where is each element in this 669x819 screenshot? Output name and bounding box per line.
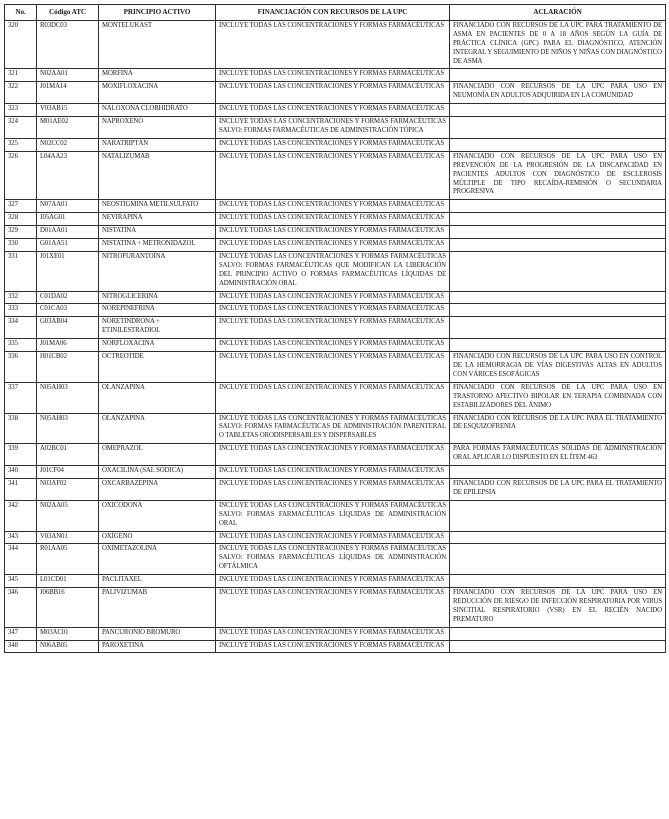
cell-aclaracion: FINANCIADO CON RECURSOS DE LA UPC PARA USO EN TRASTORNO AFECTIVO BIPOLAR EN TERAPIA COMBINADA CON ESTABILIZADORES DEL ÁNIMO (450, 382, 666, 413)
cell-financiacion: INCLUYE TODAS LAS CONCENTRACIONES Y FORMAS FARMACÉUTICAS (216, 382, 450, 413)
column-header-principio-activo: PRINCIPIO ACTIVO (99, 5, 216, 21)
cell-row-number: 338 (5, 413, 37, 444)
header-row (5, 5, 666, 21)
cell-aclaracion (450, 500, 666, 531)
cell-principio-activo: MORFINA (99, 69, 216, 82)
cell-aclaracion (450, 544, 666, 575)
table-row (5, 466, 666, 479)
cell-financiacion: INCLUYE TODAS LAS CONCENTRACIONES Y FORMAS FARMACÉUTICAS (216, 466, 450, 479)
cell-financiacion: INCLUYE TODAS LAS CONCENTRACIONES Y FORMAS FARMACÉUTICAS (216, 291, 450, 304)
cell-principio-activo: NALOXONA CLORHIDRATO (99, 104, 216, 117)
cell-row-number: 348 (5, 640, 37, 653)
cell-aclaracion (450, 117, 666, 139)
cell-row-number: 326 (5, 151, 37, 200)
cell-aclaracion (450, 213, 666, 226)
cell-atc-code: V03AN01 (37, 531, 99, 544)
cell-aclaracion: FINANCIADO CON RECURSOS DE LA UPC PARA TRATAMIENTO DE ASMA EN PACIENTES DE 0 A 18 AÑOS SEGÚN LA GUÍA DE PRÁCTICA CLÍNICA (GPC) PARA EL DIAGNÓSTICO, ATENCIÓN INTEGRAL Y SEGUIMIENTO DE NIÑOS Y NIÑAS CON DIAGNÓSTICO DE ASMA (450, 20, 666, 69)
cell-atc-code: R01AA05 (37, 544, 99, 575)
cell-principio-activo: OXICODONA (99, 500, 216, 531)
cell-principio-activo: OXACILINA (SAL SÓDICA) (99, 466, 216, 479)
cell-principio-activo: MOXIFLOXACINA (99, 82, 216, 104)
cell-financiacion: INCLUYE TODAS LAS CONCENTRACIONES Y FORMAS FARMACÉUTICAS (216, 304, 450, 317)
table-row (5, 20, 666, 69)
cell-atc-code: V03AB15 (37, 104, 99, 117)
cell-aclaracion (450, 575, 666, 588)
cell-financiacion: INCLUYE TODAS LAS CONCENTRACIONES Y FORMAS FARMACÉUTICAS (216, 478, 450, 500)
cell-row-number: 322 (5, 82, 37, 104)
cell-row-number: 347 (5, 627, 37, 640)
cell-principio-activo: OMEPRAZOL (99, 444, 216, 466)
cell-aclaracion (450, 640, 666, 653)
table-row (5, 588, 666, 628)
table-body (5, 20, 666, 653)
table-row (5, 339, 666, 352)
table-row (5, 317, 666, 339)
cell-aclaracion (450, 317, 666, 339)
cell-financiacion: INCLUYE TODAS LAS CONCENTRACIONES Y FORMAS FARMACÉUTICAS SALVO: FORMAS FARMACÉUTICAS LÍQUIDAS DE ADMINISTRACIÓN OFTÁLMICA (216, 544, 450, 575)
column-header-codigo-atc: Código ATC (37, 5, 99, 21)
table-row (5, 627, 666, 640)
cell-atc-code: R03DC03 (37, 20, 99, 69)
cell-principio-activo: NARATRIPTÁN (99, 138, 216, 151)
cell-financiacion: INCLUYE TODAS LAS CONCENTRACIONES Y FORMAS FARMACÉUTICAS (216, 138, 450, 151)
cell-atc-code: N02CC02 (37, 138, 99, 151)
cell-row-number: 330 (5, 239, 37, 252)
cell-atc-code: J01CF04 (37, 466, 99, 479)
cell-atc-code: N05AH03 (37, 382, 99, 413)
cell-aclaracion (450, 466, 666, 479)
cell-financiacion: INCLUYE TODAS LAS CONCENTRACIONES Y FORMAS FARMACÉUTICAS (216, 226, 450, 239)
table-row (5, 200, 666, 213)
cell-row-number: 332 (5, 291, 37, 304)
cell-financiacion: INCLUYE TODAS LAS CONCENTRACIONES Y FORMAS FARMACÉUTICAS (216, 82, 450, 104)
cell-financiacion: INCLUYE TODAS LAS CONCENTRACIONES Y FORMAS FARMACÉUTICAS SALVO: FORMAS FARMACÉUTICAS DE ADMINISTRACIÓN TÓPICA (216, 117, 450, 139)
cell-financiacion: INCLUYE TODAS LAS CONCENTRACIONES Y FORMAS FARMACÉUTICAS (216, 640, 450, 653)
cell-atc-code: G03AB04 (37, 317, 99, 339)
cell-row-number: 335 (5, 339, 37, 352)
cell-principio-activo: PANCURONIO BROMURO (99, 627, 216, 640)
cell-row-number: 339 (5, 444, 37, 466)
cell-aclaracion (450, 531, 666, 544)
cell-principio-activo: NOREPINEFRINA (99, 304, 216, 317)
cell-aclaracion: FINANCIADO CON RECURSOS DE LA UPC PARA USO EN CONTROL DE LA HEMORRAGIA DE VÍAS DIGESTIVAS ALTAS EN ADULTOS CON VÁRICES ESOFÁGICAS (450, 352, 666, 383)
cell-principio-activo: NORETINDRONA + ETINILESTRADIOL (99, 317, 216, 339)
cell-financiacion: INCLUYE TODAS LAS CONCENTRACIONES Y FORMAS FARMACÉUTICAS (216, 239, 450, 252)
cell-principio-activo: NISTATINA (99, 226, 216, 239)
cell-row-number: 346 (5, 588, 37, 628)
cell-financiacion: INCLUYE TODAS LAS CONCENTRACIONES Y FORMAS FARMACÉUTICAS (216, 339, 450, 352)
cell-principio-activo: OXIMETAZOLINA (99, 544, 216, 575)
cell-row-number: 328 (5, 213, 37, 226)
cell-principio-activo: PALIVIZUMAB (99, 588, 216, 628)
table-row (5, 291, 666, 304)
cell-row-number: 329 (5, 226, 37, 239)
cell-atc-code: A02BC01 (37, 444, 99, 466)
cell-row-number: 340 (5, 466, 37, 479)
cell-atc-code: J01MA14 (37, 82, 99, 104)
cell-atc-code: J06BB16 (37, 588, 99, 628)
cell-atc-code: J01MA06 (37, 339, 99, 352)
cell-atc-code: J01XE01 (37, 251, 99, 291)
cell-atc-code: N02AA01 (37, 69, 99, 82)
column-header-no: No. (5, 5, 37, 21)
cell-atc-code: C01CA03 (37, 304, 99, 317)
cell-aclaracion (450, 200, 666, 213)
cell-financiacion: INCLUYE TODAS LAS CONCENTRACIONES Y FORMAS FARMACÉUTICAS (216, 151, 450, 200)
cell-aclaracion (450, 627, 666, 640)
cell-principio-activo: OXCARBAZEPINA (99, 478, 216, 500)
table-row (5, 352, 666, 383)
cell-financiacion: INCLUYE TODAS LAS CONCENTRACIONES Y FORMAS FARMACÉUTICAS (216, 352, 450, 383)
cell-financiacion: INCLUYE TODAS LAS CONCENTRACIONES Y FORMAS FARMACÉUTICAS (216, 531, 450, 544)
table-row (5, 575, 666, 588)
cell-financiacion: INCLUYE TODAS LAS CONCENTRACIONES Y FORMAS FARMACÉUTICAS (216, 213, 450, 226)
cell-principio-activo: NATALIZUMAB (99, 151, 216, 200)
cell-financiacion: INCLUYE TODAS LAS CONCENTRACIONES Y FORMAS FARMACÉUTICAS (216, 444, 450, 466)
cell-principio-activo: PAROXETINA (99, 640, 216, 653)
cell-financiacion: INCLUYE TODAS LAS CONCENTRACIONES Y FORMAS FARMACÉUTICAS (216, 69, 450, 82)
table-row (5, 117, 666, 139)
cell-atc-code: N03AF02 (37, 478, 99, 500)
cell-financiacion: INCLUYE TODAS LAS CONCENTRACIONES Y FORMAS FARMACÉUTICAS SALVO: FORMAS FARMACÉUTICAS QUE MODIFICAN LA LIBERACIÓN DEL PRINCIPIO ACTIVO O FORMAS FARMACÉUTICAS LÍQUIDAS DE ADMINISTRACIÓN ORAL (216, 251, 450, 291)
cell-aclaracion (450, 226, 666, 239)
cell-principio-activo: MONTELUKAST (99, 20, 216, 69)
table-row (5, 640, 666, 653)
cell-aclaracion (450, 69, 666, 82)
table-row (5, 69, 666, 82)
cell-row-number: 325 (5, 138, 37, 151)
cell-atc-code: D01AA01 (37, 226, 99, 239)
cell-row-number: 334 (5, 317, 37, 339)
cell-aclaracion: FINANCIADO CON RECURSOS DE LA UPC PARA USO EN NEUMONÍA EN ADULTOS ADQUIRIDA EN LA COMUNIDAD (450, 82, 666, 104)
cell-financiacion: INCLUYE TODAS LAS CONCENTRACIONES Y FORMAS FARMACÉUTICAS SALVO: FORMAS FARMACÉUTICAS LÍQUIDAS DE ADMINISTRACIÓN ORAL (216, 500, 450, 531)
cell-atc-code: G01AA51 (37, 239, 99, 252)
cell-aclaracion (450, 291, 666, 304)
cell-financiacion: INCLUYE TODAS LAS CONCENTRACIONES Y FORMAS FARMACÉUTICAS (216, 104, 450, 117)
cell-principio-activo: NORFLOXACINA (99, 339, 216, 352)
cell-financiacion: INCLUYE TODAS LAS CONCENTRACIONES Y FORMAS FARMACÉUTICAS (216, 20, 450, 69)
cell-row-number: 341 (5, 478, 37, 500)
table-row (5, 251, 666, 291)
cell-row-number: 320 (5, 20, 37, 69)
cell-atc-code: N07AA01 (37, 200, 99, 213)
cell-atc-code: L01CD01 (37, 575, 99, 588)
cell-row-number: 344 (5, 544, 37, 575)
cell-principio-activo: OLANZAPINA (99, 413, 216, 444)
cell-aclaracion (450, 251, 666, 291)
cell-aclaracion (450, 138, 666, 151)
table-row (5, 213, 666, 226)
cell-aclaracion (450, 104, 666, 117)
cell-atc-code: N06AB05 (37, 640, 99, 653)
cell-atc-code: N02AA05 (37, 500, 99, 531)
table-row (5, 226, 666, 239)
cell-atc-code: N05AH03 (37, 413, 99, 444)
cell-aclaracion: FINANCIADO CON RECURSOS DE LA UPC PARA USO EN REDUCCIÓN DE RIESGO DE INFECCIÓN RESPIRATORIA POR VIRUS SINCITIAL RESPIRATORIO (VSR) EN EL RECIÉN NACIDO PREMATURO (450, 588, 666, 628)
cell-row-number: 343 (5, 531, 37, 544)
cell-aclaracion (450, 304, 666, 317)
cell-principio-activo: OLANZAPINA (99, 382, 216, 413)
table-row (5, 444, 666, 466)
table-row (5, 304, 666, 317)
cell-atc-code: M03AC01 (37, 627, 99, 640)
column-header-financiacion-upc: FINANCIACIÓN CON RECURSOS DE LA UPC (216, 5, 450, 21)
cell-atc-code: M01AE02 (37, 117, 99, 139)
cell-atc-code: L04AA23 (37, 151, 99, 200)
cell-financiacion: INCLUYE TODAS LAS CONCENTRACIONES Y FORMAS FARMACÉUTICAS (216, 575, 450, 588)
column-header-aclaracion: ACLARACIÓN (450, 5, 666, 21)
cell-aclaracion: FINANCIADO CON RECURSOS DE LA UPC PARA USO EN PREVENCIÓN DE LA PROGRESIÓN DE LA DISCAPACIDAD EN PACIENTES ADULTOS CON DIAGNÓSTICO DE ESCLEROSIS MÚLTIPLE DE TIPO RECAÍDA-REMISIÓN O SECUNDARIA PROGRESIVA (450, 151, 666, 200)
cell-row-number: 323 (5, 104, 37, 117)
cell-aclaracion (450, 339, 666, 352)
table-row (5, 413, 666, 444)
cell-principio-activo: NITROGLICERINA (99, 291, 216, 304)
cell-principio-activo: NITROFURANTOÍNA (99, 251, 216, 291)
cell-row-number: 327 (5, 200, 37, 213)
cell-principio-activo: NEOSTIGMINA METILSULFATO (99, 200, 216, 213)
cell-atc-code: J05AG01 (37, 213, 99, 226)
cell-financiacion: INCLUYE TODAS LAS CONCENTRACIONES Y FORMAS FARMACÉUTICAS (216, 588, 450, 628)
cell-principio-activo: PACLITAXEL (99, 575, 216, 588)
table-row (5, 531, 666, 544)
cell-principio-activo: NEVIRAPINA (99, 213, 216, 226)
cell-row-number: 331 (5, 251, 37, 291)
cell-atc-code: C01DA02 (37, 291, 99, 304)
table-row (5, 82, 666, 104)
cell-row-number: 324 (5, 117, 37, 139)
cell-financiacion: INCLUYE TODAS LAS CONCENTRACIONES Y FORMAS FARMACÉUTICAS (216, 627, 450, 640)
table-row (5, 478, 666, 500)
cell-row-number: 333 (5, 304, 37, 317)
cell-financiacion: INCLUYE TODAS LAS CONCENTRACIONES Y FORMAS FARMACÉUTICAS SALVO: FORMAS FARMACÉUTICAS DE ADMINISTRACIÓN PARENTERAL O TABLETAS ORODISPERSABLES Y DISPERSABLES (216, 413, 450, 444)
cell-financiacion: INCLUYE TODAS LAS CONCENTRACIONES Y FORMAS FARMACÉUTICAS (216, 200, 450, 213)
table-row (5, 239, 666, 252)
table-row (5, 138, 666, 151)
cell-row-number: 337 (5, 382, 37, 413)
cell-financiacion: INCLUYE TODAS LAS CONCENTRACIONES Y FORMAS FARMACÉUTICAS (216, 317, 450, 339)
medications-financing-table (4, 4, 666, 653)
cell-aclaracion: FINANCIADO CON RECURSOS DE LA UPC PARA EL TRATAMIENTO DE ESQUIZOFRENIA (450, 413, 666, 444)
cell-aclaracion: PARA FORMAS FARMACÉUTICAS SÓLIDAS DE ADMINISTRACIÓN ORAL APLICAR LO DISPUESTO EN EL ÍTEM 463 (450, 444, 666, 466)
table-header (5, 5, 666, 21)
cell-principio-activo: NISTATINA + METRONIDAZOL (99, 239, 216, 252)
table-row (5, 104, 666, 117)
cell-aclaracion (450, 239, 666, 252)
cell-row-number: 342 (5, 500, 37, 531)
table-row (5, 544, 666, 575)
cell-aclaracion: FINANCIADO CON RECURSOS DE LA UPC PARA EL TRATAMIENTO DE EPILEPSIA (450, 478, 666, 500)
cell-row-number: 336 (5, 352, 37, 383)
cell-row-number: 321 (5, 69, 37, 82)
cell-principio-activo: OXÍGENO (99, 531, 216, 544)
table-row (5, 151, 666, 200)
cell-atc-code: H01CB02 (37, 352, 99, 383)
cell-principio-activo: OCTREOTIDE (99, 352, 216, 383)
table-row (5, 382, 666, 413)
cell-principio-activo: NAPROXENO (99, 117, 216, 139)
table-row (5, 500, 666, 531)
cell-row-number: 345 (5, 575, 37, 588)
